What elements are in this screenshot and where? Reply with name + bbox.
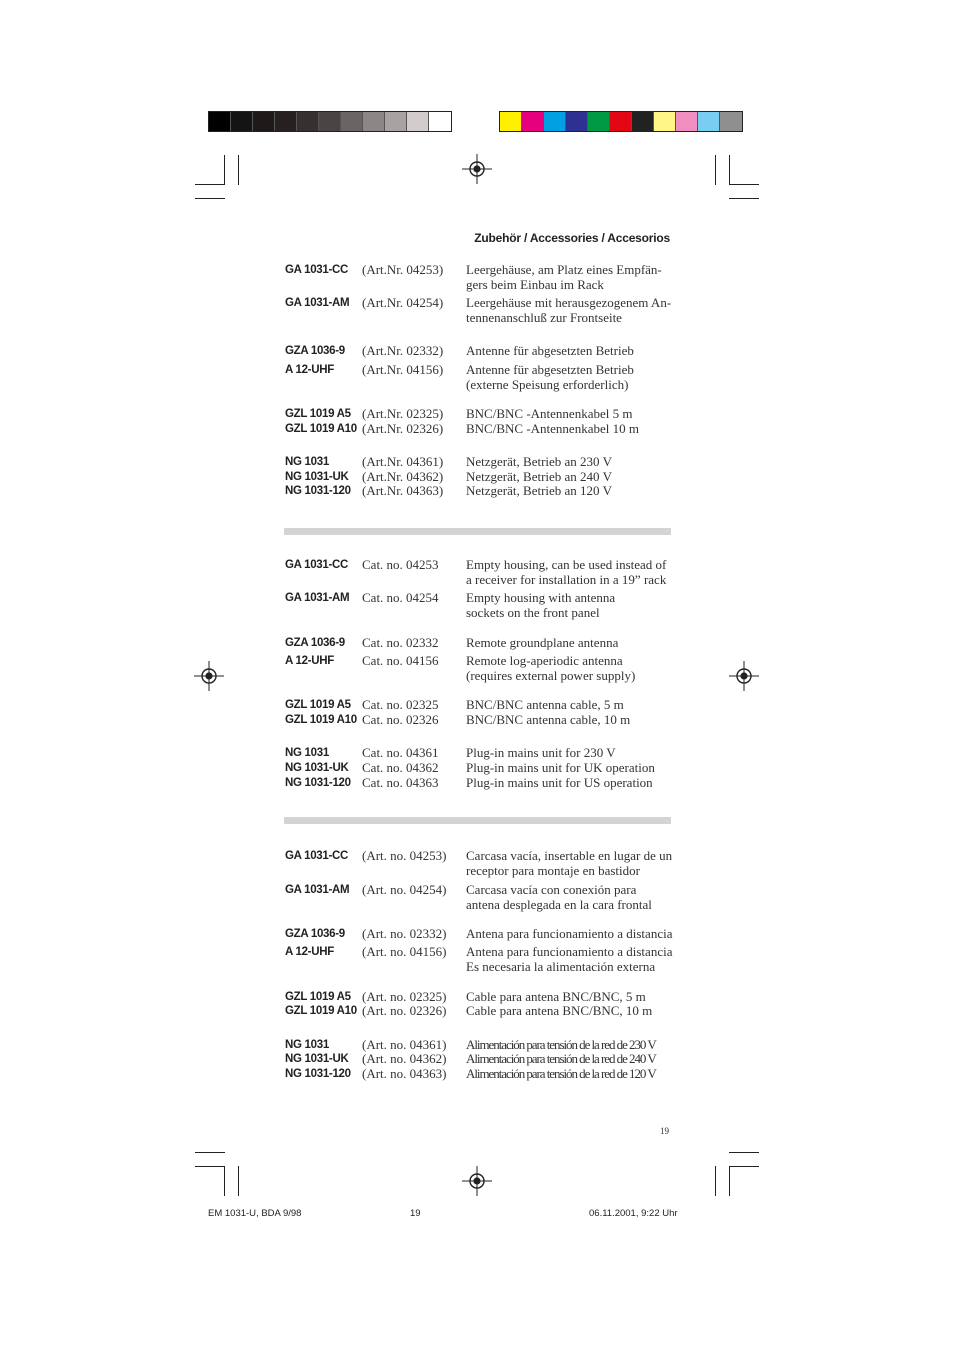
item-model: NG 1031-120 [285, 1068, 351, 1080]
section-divider [284, 528, 671, 535]
item-description-line: Antena para funcionamiento a distancia [466, 944, 673, 959]
item-description-line: a receiver for installation in a 19” rack [466, 572, 667, 587]
item-description [466, 926, 678, 941]
item-model: GA 1031-CC [285, 559, 349, 571]
item-description [466, 469, 678, 484]
item-model: NG 1031-UK [285, 471, 349, 483]
item-description [466, 1037, 678, 1052]
item-description-line: Netzgerät, Betrieb an 120 V [466, 483, 612, 498]
color-swatch [544, 112, 566, 131]
registration-mark-icon [462, 154, 492, 184]
item-model: NG 1031-UK [285, 1053, 349, 1065]
item-description [466, 1051, 678, 1066]
item-article-number: (Art. no. 02326) [362, 1003, 447, 1018]
item-model: A 12-UHF [285, 946, 334, 958]
item-article-number: (Art. no. 02325) [362, 989, 447, 1004]
item-description [466, 882, 678, 912]
item-article-number: (Art. no. 04362) [362, 1051, 447, 1066]
item-description [466, 653, 678, 683]
process-color-bar [499, 111, 743, 132]
color-swatch [500, 112, 522, 131]
color-swatch [610, 112, 632, 131]
color-swatch [407, 112, 429, 131]
item-description [466, 697, 678, 712]
footer-timestamp: 06.11.2001, 9:22 Uhr [589, 1208, 678, 1219]
color-swatch [632, 112, 654, 131]
item-article-number: (Art.Nr. 04361) [362, 454, 444, 469]
item-description-line: BNC/BNC -Antennenkabel 10 m [466, 421, 639, 436]
item-article-number: (Art. no. 04253) [362, 848, 447, 863]
item-article-number: (Art.Nr. 04156) [362, 362, 444, 377]
item-description-line: Remote log-aperiodic antenna [466, 653, 623, 668]
item-description-line: Alimentación para tensión de la red de 240 V [466, 1051, 656, 1066]
item-description [466, 848, 678, 878]
item-model: A 12-UHF [285, 655, 334, 667]
color-swatch [209, 112, 231, 131]
item-description-line: Netzgerät, Betrieb an 230 V [466, 454, 612, 469]
color-swatch [341, 112, 363, 131]
item-description [466, 989, 678, 1004]
item-model: GA 1031-CC [285, 850, 349, 862]
item-article-number: Cat. no. 04363 [362, 775, 439, 790]
item-description-line: antena desplegada en la cara frontal [466, 897, 652, 912]
color-swatch [698, 112, 720, 131]
item-model: GZA 1036-9 [285, 637, 345, 649]
crop-mark [715, 155, 716, 185]
color-swatch [385, 112, 407, 131]
item-description [466, 775, 678, 790]
item-description-line: Antenne für abgesetzten Betrieb [466, 362, 634, 377]
item-article-number: (Art. no. 02332) [362, 926, 447, 941]
item-description-line: Leergehäuse mit herausgezogenem An- [466, 295, 672, 310]
color-swatch [231, 112, 253, 131]
crop-mark [729, 184, 759, 185]
item-description-line: Plug-in mains unit for US operation [466, 775, 653, 790]
item-article-number: (Art.Nr. 04253) [362, 262, 444, 277]
item-description [466, 1066, 678, 1081]
color-swatch [253, 112, 275, 131]
item-model: NG 1031 [285, 747, 329, 759]
item-description [466, 295, 678, 325]
item-model: GA 1031-AM [285, 884, 350, 896]
item-description-line: Carcasa vacía, insertable en lugar de un [466, 848, 673, 863]
grayscale-color-bar [208, 111, 452, 132]
crop-mark [195, 1166, 225, 1167]
item-article-number: Cat. no. 02326 [362, 712, 439, 727]
section-divider [284, 817, 671, 824]
item-description [466, 483, 678, 498]
item-model: GA 1031-AM [285, 297, 350, 309]
crop-mark [729, 1152, 759, 1153]
page-number: 19 [660, 1126, 669, 1136]
item-article-number: Cat. no. 02325 [362, 697, 439, 712]
crop-mark [195, 198, 225, 199]
item-description [466, 421, 678, 436]
item-description-line: Alimentación para tensión de la red de 120 V [466, 1066, 656, 1081]
item-model: NG 1031-UK [285, 762, 349, 774]
color-swatch [297, 112, 319, 131]
item-article-number: Cat. no. 04253 [362, 557, 439, 572]
item-model: NG 1031-120 [285, 485, 351, 497]
item-description [466, 406, 678, 421]
item-article-number: Cat. no. 04254 [362, 590, 439, 605]
item-description-line: Carcasa vacía con conexión para [466, 882, 637, 897]
item-article-number: (Art.Nr. 02332) [362, 343, 444, 358]
item-description-line: Netzgerät, Betrieb an 240 V [466, 469, 612, 484]
color-swatch [522, 112, 544, 131]
item-description [466, 590, 678, 620]
item-description-line: BNC/BNC -Antennenkabel 5 m [466, 406, 633, 421]
color-swatch [676, 112, 698, 131]
color-swatch [363, 112, 385, 131]
item-article-number: (Art. no. 04361) [362, 1037, 447, 1052]
registration-mark-icon [194, 661, 224, 691]
item-article-number: Cat. no. 02332 [362, 635, 439, 650]
item-article-number: (Art.Nr. 04362) [362, 469, 444, 484]
crop-mark [224, 1166, 225, 1196]
item-description [466, 745, 678, 760]
item-description-line: Antena para funcionamiento a distancia [466, 926, 673, 941]
item-description-line: tennenanschluß zur Frontseite [466, 310, 622, 325]
crop-mark [729, 1166, 759, 1167]
item-description [466, 760, 678, 775]
crop-mark [729, 198, 759, 199]
item-model: GZA 1036-9 [285, 345, 345, 357]
item-model: NG 1031-120 [285, 777, 351, 789]
item-description [466, 635, 678, 650]
item-description [466, 362, 678, 392]
item-model: NG 1031 [285, 456, 329, 468]
item-model: GZL 1019 A5 [285, 699, 351, 711]
item-article-number: (Art. no. 04254) [362, 882, 447, 897]
color-swatch [275, 112, 297, 131]
crop-mark [195, 184, 225, 185]
color-swatch [319, 112, 341, 131]
item-article-number: Cat. no. 04156 [362, 653, 439, 668]
page-title: Zubehör / Accessories / Accesorios [474, 231, 670, 245]
crop-mark [224, 155, 225, 185]
item-description-line: BNC/BNC antenna cable, 10 m [466, 712, 631, 727]
crop-mark [729, 155, 730, 185]
item-model: NG 1031 [285, 1039, 329, 1051]
registration-mark-icon [462, 1166, 492, 1196]
crop-mark [238, 155, 239, 185]
crop-mark [729, 1166, 730, 1196]
item-model: GZA 1036-9 [285, 928, 345, 940]
item-description [466, 454, 678, 469]
item-article-number: (Art.Nr. 02325) [362, 406, 444, 421]
item-model: GZL 1019 A10 [285, 1005, 357, 1017]
item-description-line: BNC/BNC antenna cable, 5 m [466, 697, 624, 712]
item-description-line: Es necesaria la alimentación externa [466, 959, 656, 974]
crop-mark [238, 1166, 239, 1196]
item-description [466, 712, 678, 727]
item-description-line: Leergehäuse, am Platz eines Empfän- [466, 262, 662, 277]
item-model: GA 1031-CC [285, 264, 349, 276]
item-article-number: (Art.Nr. 02326) [362, 421, 444, 436]
item-model: GZL 1019 A5 [285, 408, 351, 420]
item-description-line: Cable para antena BNC/BNC, 10 m [466, 1003, 653, 1018]
item-model: A 12-UHF [285, 364, 334, 376]
item-description-line: Plug-in mains unit for 230 V [466, 745, 616, 760]
item-description [466, 262, 678, 292]
item-model: GZL 1019 A5 [285, 991, 351, 1003]
item-model: GZL 1019 A10 [285, 714, 357, 726]
footer-document-id: EM 1031-U, BDA 9/98 [208, 1208, 302, 1219]
item-description-line: Empty housing with antenna [466, 590, 616, 605]
item-description-line: Cable para antena BNC/BNC, 5 m [466, 989, 646, 1004]
footer-page-number: 19 [410, 1208, 421, 1219]
color-swatch [566, 112, 588, 131]
item-description [466, 1003, 678, 1018]
color-swatch [720, 112, 742, 131]
item-description-line: Empty housing, can be used instead of [466, 557, 667, 572]
item-description-line: gers beim Einbau im Rack [466, 277, 604, 292]
item-description [466, 343, 678, 358]
color-swatch [588, 112, 610, 131]
item-description [466, 944, 678, 974]
item-model: GA 1031-AM [285, 592, 350, 604]
item-description [466, 557, 678, 587]
color-swatch [429, 112, 451, 131]
item-article-number: (Art. no. 04156) [362, 944, 447, 959]
item-description-line: Alimentación para tensión de la red de 230 V [466, 1037, 656, 1052]
item-article-number: Cat. no. 04362 [362, 760, 439, 775]
item-model: GZL 1019 A10 [285, 423, 357, 435]
color-swatch [654, 112, 676, 131]
item-description-line: (externe Speisung erforderlich) [466, 377, 629, 392]
item-description-line: (requires external power supply) [466, 668, 636, 683]
item-description-line: Remote groundplane antenna [466, 635, 619, 650]
item-description-line: Antenne für abgesetzten Betrieb [466, 343, 634, 358]
item-description-line: receptor para montaje en bastidor [466, 863, 640, 878]
crop-mark [195, 1152, 225, 1153]
item-description-line: sockets on the front panel [466, 605, 600, 620]
crop-mark [715, 1166, 716, 1196]
item-description-line: Plug-in mains unit for UK operation [466, 760, 655, 775]
item-article-number: (Art.Nr. 04254) [362, 295, 444, 310]
registration-mark-icon [729, 661, 759, 691]
item-article-number: (Art.Nr. 04363) [362, 483, 444, 498]
item-article-number: Cat. no. 04361 [362, 745, 439, 760]
item-article-number: (Art. no. 04363) [362, 1066, 447, 1081]
